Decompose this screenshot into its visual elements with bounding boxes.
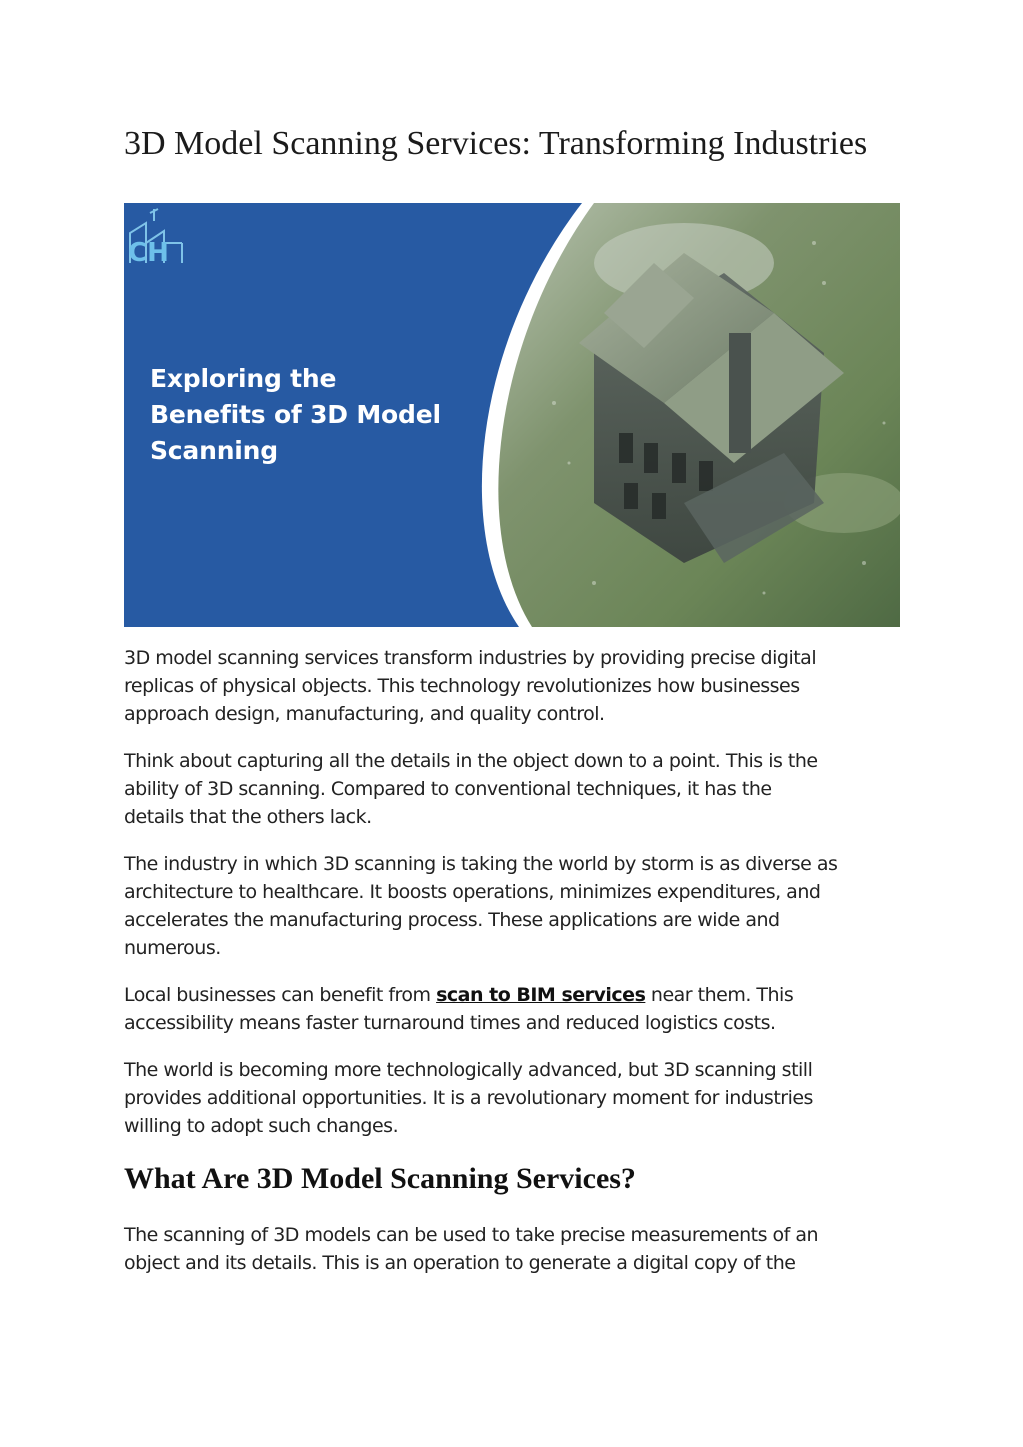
text-line: Think about capturing all the details in the object down to a point. This is the xyxy=(124,750,818,772)
text-line: accelerates the manufacturing process. These applications are wide and xyxy=(124,909,780,931)
text-fragment: Local businesses can benefit from xyxy=(124,984,437,1006)
paragraph-definition xyxy=(124,1221,914,1277)
scan-to-bim-link[interactable]: scan to BIM services xyxy=(436,984,646,1006)
text-fragment: near them. This xyxy=(645,984,794,1006)
text-line: architecture to healthcare. It boosts operations, minimizes expenditures, and xyxy=(124,881,821,903)
hero-headline xyxy=(150,361,490,469)
paragraph-opportunities xyxy=(124,1056,914,1140)
company-logo xyxy=(124,203,188,267)
page-title: 3D Model Scanning Services: Transforming Industries xyxy=(124,125,868,162)
text-line: accessibility means faster turnaround times and reduced logistics costs. xyxy=(124,1012,776,1034)
hero-line: Scanning xyxy=(150,436,278,465)
text-line: replicas of physical objects. This technology revolutionizes how businesses xyxy=(124,675,800,697)
text-line: details that the others lack. xyxy=(124,806,372,828)
hero-image xyxy=(124,203,900,627)
text-line: 3D model scanning services transform industries by providing precise digital xyxy=(124,647,817,669)
text-line: The scanning of 3D models can be used to take precise measurements of an xyxy=(124,1224,819,1246)
hero-line: Benefits of 3D Model xyxy=(150,400,441,429)
text-line: approach design, manufacturing, and quality control. xyxy=(124,703,605,725)
paragraph-details xyxy=(124,747,914,831)
section-heading: What Are 3D Model Scanning Services? xyxy=(124,1162,636,1195)
text-line: provides additional opportunities. It is a revolutionary moment for industries xyxy=(124,1087,813,1109)
logo-text: CH xyxy=(128,238,169,267)
text-line xyxy=(124,981,914,1009)
paragraph-intro xyxy=(124,644,914,728)
text-line: The world is becoming more technologically advanced, but 3D scanning still xyxy=(124,1059,813,1081)
text-line: ability of 3D scanning. Compared to conventional techniques, it has the xyxy=(124,778,772,800)
paragraph-industries xyxy=(124,850,914,962)
paragraph-local-businesses xyxy=(124,981,914,1037)
text-line: object and its details. This is an operation to generate a digital copy of the xyxy=(124,1252,796,1274)
text-line: willing to adopt such changes. xyxy=(124,1115,399,1137)
text-line: The industry in which 3D scanning is taking the world by storm is as diverse as xyxy=(124,853,838,875)
hero-line: Exploring the xyxy=(150,364,337,393)
article-body xyxy=(124,644,914,1296)
text-line: numerous. xyxy=(124,937,221,959)
